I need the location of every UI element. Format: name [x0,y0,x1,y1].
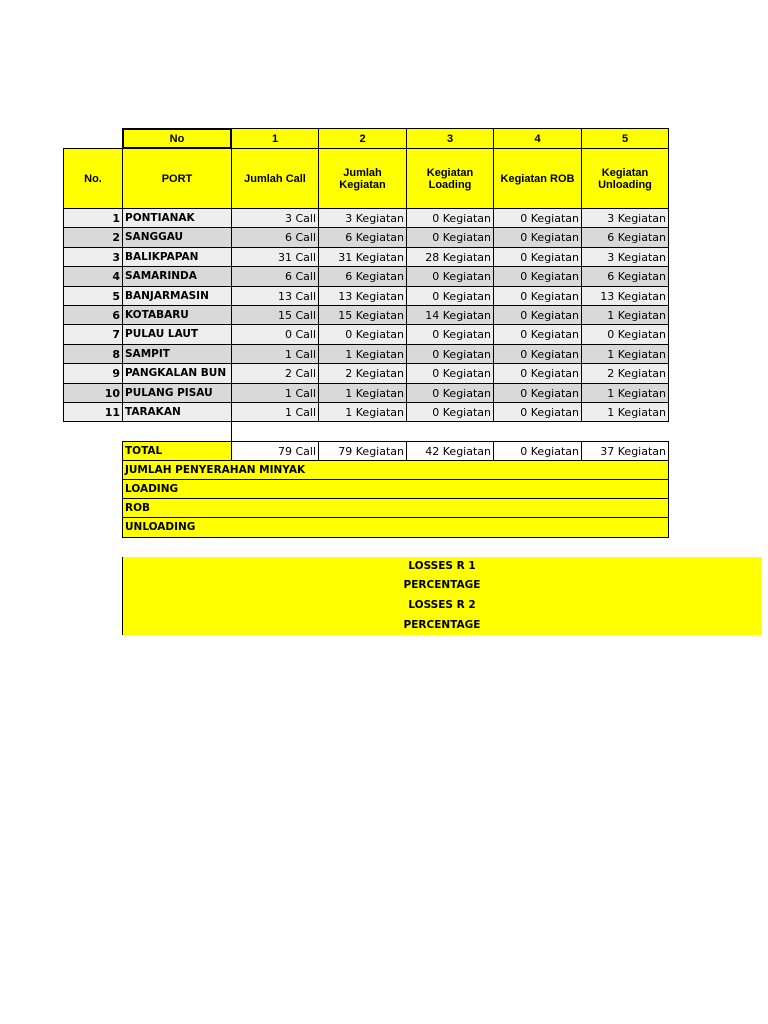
header-kegiatan-loading: Kegiatan Loading [406,148,494,209]
row-kegiatan: 31 Kegiatan [318,247,407,267]
total-loading: 42 Kegiatan [406,441,494,461]
losses-r2-label: LOSSES R 2 [408,598,476,611]
row-unloading: 1 Kegiatan [581,305,669,325]
row-loading: 14 Kegiatan [406,305,494,325]
row-port: SAMARINDA [122,266,232,287]
row-port: KOTABARU [122,305,232,325]
header-kegiatan-rob: Kegiatan ROB [493,148,582,209]
losses-r1-label: LOSSES R 1 [408,560,476,573]
row-port: TARAKAN [122,402,232,422]
row-call: 1 Call [231,383,319,403]
header-kegiatan-unloading: Kegiatan Unloading [581,148,669,209]
row-rob: 0 Kegiatan [493,266,582,287]
header-no: No. [63,148,123,209]
row-number: 4 [63,266,123,287]
row-unloading: 3 Kegiatan [581,247,669,267]
summary-row-jumlah-penyerahan: JUMLAH PENYERAHAN MINYAK [122,460,669,480]
row-rob: 0 Kegiatan [493,305,582,325]
empty-cell [231,421,232,441]
row-call: 13 Call [231,286,319,306]
row-number: 10 [63,383,123,403]
row-kegiatan: 2 Kegiatan [318,363,407,384]
percentage-label: PERCENTAGE [403,579,481,592]
row-rob: 0 Kegiatan [493,247,582,267]
row-call: 2 Call [231,363,319,384]
row-number: 11 [63,402,123,422]
row-unloading: 3 Kegiatan [581,208,669,228]
row-kegiatan: 1 Kegiatan [318,402,407,422]
row-port: SANGGAU [122,227,232,248]
row-port: BALIKPAPAN [122,247,232,267]
row-number: 1 [63,208,123,228]
row-kegiatan: 6 Kegiatan [318,227,407,248]
row-loading: 0 Kegiatan [406,363,494,384]
row-loading: 0 Kegiatan [406,383,494,403]
header-no-top: No [122,128,232,149]
summary-row-unloading: UNLOADING [122,517,669,538]
row-unloading: 2 Kegiatan [581,363,669,384]
row-port: PONTIANAK [122,208,232,228]
row-port: BANJARMASIN [122,286,232,306]
row-loading: 0 Kegiatan [406,402,494,422]
header-col-number: 4 [493,128,582,149]
row-rob: 0 Kegiatan [493,286,582,306]
row-rob: 0 Kegiatan [493,208,582,228]
row-number: 8 [63,344,123,364]
row-unloading: 0 Kegiatan [581,324,669,345]
header-col-number: 1 [231,128,319,149]
row-number: 3 [63,247,123,267]
row-rob: 0 Kegiatan [493,324,582,345]
row-loading: 0 Kegiatan [406,208,494,228]
row-kegiatan: 6 Kegiatan [318,266,407,287]
row-unloading: 1 Kegiatan [581,402,669,422]
row-kegiatan: 1 Kegiatan [318,344,407,364]
row-call: 15 Call [231,305,319,325]
summary-row-rob: ROB [122,498,669,518]
row-kegiatan: 13 Kegiatan [318,286,407,306]
row-call: 3 Call [231,208,319,228]
row-unloading: 6 Kegiatan [581,266,669,287]
row-kegiatan: 3 Kegiatan [318,208,407,228]
row-loading: 0 Kegiatan [406,344,494,364]
row-loading: 0 Kegiatan [406,227,494,248]
row-call: 1 Call [231,402,319,422]
total-kegiatan: 79 Kegiatan [318,441,407,461]
row-call: 0 Call [231,324,319,345]
row-port: PULANG PISAU [122,383,232,403]
total-call: 79 Call [231,441,319,461]
row-call: 6 Call [231,227,319,248]
header-col-number: 5 [581,128,669,149]
row-number: 6 [63,305,123,325]
header-jumlah-call: Jumlah Call [231,148,319,209]
row-loading: 28 Kegiatan [406,247,494,267]
row-rob: 0 Kegiatan [493,363,582,384]
total-rob: 0 Kegiatan [493,441,582,461]
row-port: PULAU LAUT [122,324,232,345]
row-port: SAMPIT [122,344,232,364]
header-jumlah-kegiatan: Jumlah Kegiatan [318,148,407,209]
row-loading: 0 Kegiatan [406,266,494,287]
row-unloading: 1 Kegiatan [581,344,669,364]
row-loading: 0 Kegiatan [406,286,494,306]
total-label: TOTAL [122,441,232,461]
row-port: PANGKALAN BUN [122,363,232,384]
row-loading: 0 Kegiatan [406,324,494,345]
row-call: 1 Call [231,344,319,364]
row-rob: 0 Kegiatan [493,383,582,403]
row-kegiatan: 15 Kegiatan [318,305,407,325]
row-call: 6 Call [231,266,319,287]
row-number: 5 [63,286,123,306]
row-unloading: 13 Kegiatan [581,286,669,306]
header-port: PORT [122,148,232,209]
row-kegiatan: 0 Kegiatan [318,324,407,345]
summary-row-loading: LOADING [122,479,669,499]
total-unloading: 37 Kegiatan [581,441,669,461]
row-call: 31 Call [231,247,319,267]
row-number: 2 [63,227,123,248]
row-unloading: 6 Kegiatan [581,227,669,248]
header-col-number: 2 [318,128,407,149]
row-number: 7 [63,324,123,345]
percentage-label: PERCENTAGE [403,618,481,631]
row-rob: 0 Kegiatan [493,344,582,364]
row-unloading: 1 Kegiatan [581,383,669,403]
row-rob: 0 Kegiatan [493,402,582,422]
row-kegiatan: 1 Kegiatan [318,383,407,403]
header-col-number: 3 [406,128,494,149]
row-number: 9 [63,363,123,384]
row-rob: 0 Kegiatan [493,227,582,248]
